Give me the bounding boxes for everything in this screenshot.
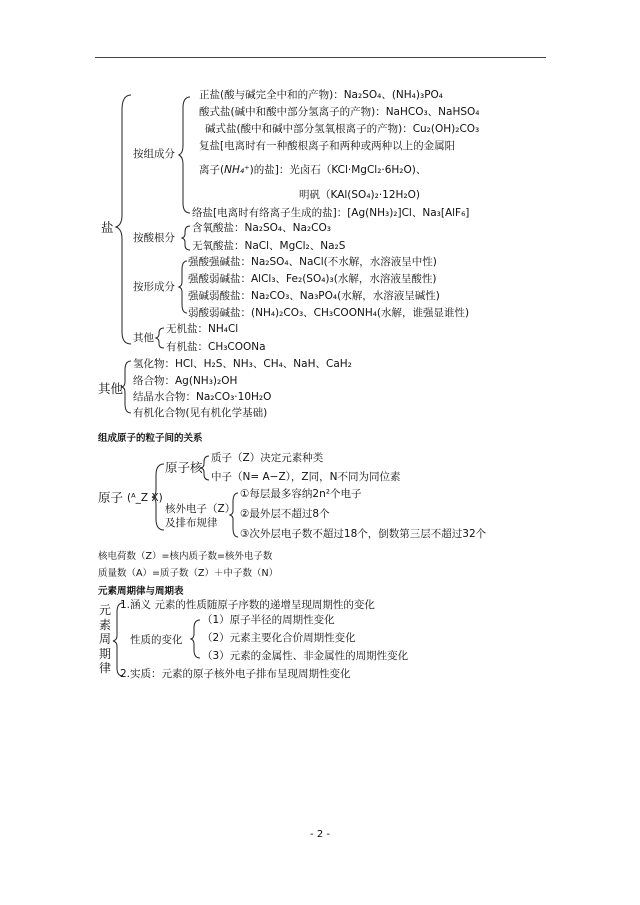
atom-section-heading: 组成原子的粒子间的关系 [98, 433, 203, 444]
electron-label-1: 核外电子（Z） [165, 503, 236, 515]
atom-symbol: (ᴬ_Z X) [127, 492, 163, 504]
basic-salt-line: 碱式盐(酸中和碱中部分氢氧根离子的产物)：Cu₂(OH)₂CO₃ [205, 123, 480, 135]
acid-item: 含氧酸盐：Na₂SO₄、Na₂CO₃ [192, 222, 331, 234]
acid-salt-line: 酸式盐(碱中和酸中部分氢离子的产物)：NaHCO₃、NaHSO₄ [199, 106, 480, 118]
nucleus-label: 原子核 [165, 460, 203, 475]
formation-item: 强酸弱碱盐：AlCl₃、Fe₂(SO₄)₃(水解，水溶液呈酸性) [188, 273, 437, 285]
page-number: - 2 - [310, 829, 330, 840]
acid-item: 无氧酸盐：NaCl、MgCl₂、Na₂S [192, 240, 346, 252]
periodic-section-heading: 元素周期律与周期表 [98, 586, 184, 597]
ammonium-ion: NH₄⁺ [224, 164, 250, 176]
other-salt-item: 有机盐：CH₃COONa [166, 341, 266, 353]
periodic-meaning: 1.涵义 元素的性质随原子序数的递增呈现周期性的变化 [120, 599, 375, 611]
formation-item: 强碱弱酸盐：Na₂CO₃、Na₃PO₄(水解，水溶液呈碱性) [188, 290, 440, 302]
others-item: 氢化物：HCl、H₂S、NH₃、CH₄、NaH、CaH₂ [133, 358, 352, 370]
others-item: 络合物：Ag(NH₃)₂OH [133, 375, 238, 387]
atom-label: 原子 [98, 490, 124, 505]
mass-formula: 质量数（A）=质子数（Z）＋中子数（N） [98, 568, 279, 579]
periodic-law-vertical-title: 元素周期律 [98, 603, 111, 675]
formation-item: 强酸强碱盐：Na₂SO₄、NaCl(不水解，水溶液呈中性) [188, 256, 437, 268]
other-salt-item: 无机盐：NH₄Cl [166, 323, 239, 335]
property-change-item: （2）元素主要化合价周期性变化 [202, 632, 356, 644]
neutron-line: 中子（N= A−Z），Z同，N不同为同位素 [211, 471, 401, 483]
normal-salt-line: 正盐(酸与碱完全中和的产物)：Na₂SO₄、(NH₄)₃PO₄ [199, 89, 443, 101]
electron-rule: ③次外层电子数不超过18个，倒数第三层不超过32个 [240, 528, 487, 540]
double-salt-line-3: 明矾（KAl(SO₄)₂·12H₂O) [299, 189, 421, 201]
electron-label-2: 及排布规律 [165, 517, 218, 529]
by-acid-label: 按酸根分 [133, 232, 175, 244]
by-formation-label: 按形成分 [133, 281, 175, 293]
others-label: 其他 [98, 381, 124, 396]
by-composition-label: 按组成分 [133, 148, 175, 160]
others-item: 结晶水合物：Na₂CO₃·10H₂O [133, 391, 272, 403]
electron-rule: ②最外层不超过8个 [240, 508, 330, 520]
double-salt-prefix: 离子( [199, 164, 225, 176]
salt-root-label: 盐 [101, 220, 114, 235]
double-salt-line-2 [199, 164, 426, 177]
proton-line: 质子（Z）决定元素种类 [211, 452, 324, 464]
other-salt-label: 其他 [133, 332, 154, 344]
electron-rule: ①每层最多容纳2n²个电子 [240, 488, 362, 500]
double-salt-line-1: 复盐[电离时有一种酸根离子和两种或两种以上的金属阳 [199, 140, 456, 152]
complex-salt-line: 络盐[电离时有络离子生成的盐]：[Ag(NH₃)₂]Cl、Na₃[AlF₆] [192, 207, 470, 219]
formation-item: 弱酸弱碱盐：(NH₄)₂CO₃、CH₃COONH₄(水解，谁强显谁性) [188, 307, 470, 319]
property-change-item: （3）元素的金属性、非金属性的周期性变化 [202, 650, 409, 662]
property-change-item: （1）原子半径的周期性变化 [202, 614, 335, 626]
charge-formula: 核电荷数（Z）=核内质子数=核外电子数 [98, 551, 273, 562]
others-item: 有机化合物(见有机化学基础) [133, 407, 268, 419]
property-change-label: 性质的变化 [130, 634, 183, 646]
periodic-essence: 2.实质：元素的原子核外电子排布呈现周期性变化 [120, 668, 351, 680]
double-salt-suffix: )的盐]：光卤石（KCl·MgCl₂·6H₂O)、 [249, 164, 427, 176]
